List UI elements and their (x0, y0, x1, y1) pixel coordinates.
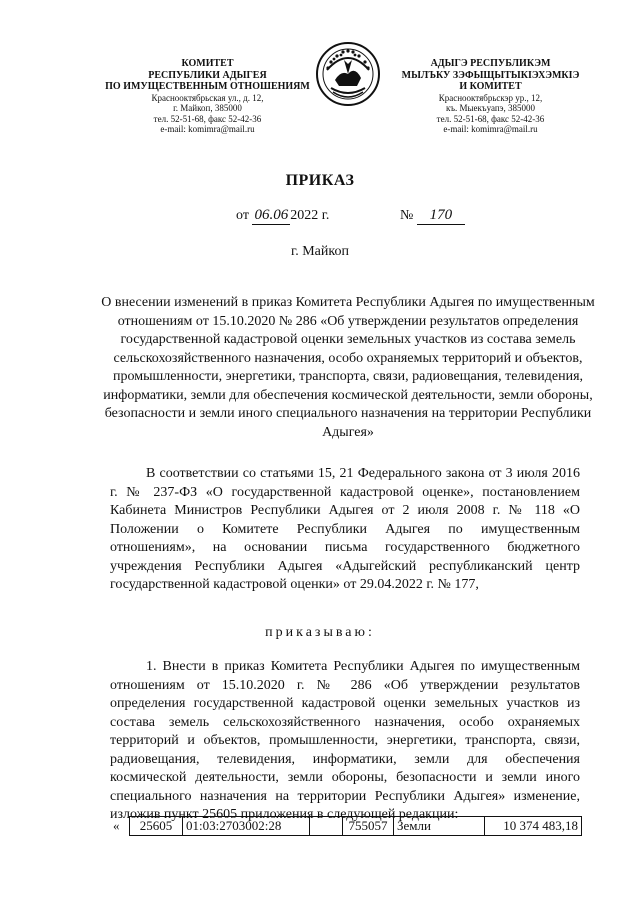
table-cell-code: 755057 (343, 817, 394, 836)
header-left-email: e-mail: komimra@mail.ru (160, 124, 255, 134)
number-handwritten: 170 (417, 207, 465, 225)
number-prefix: № (400, 208, 414, 223)
opening-quote: « (113, 818, 120, 833)
table-cell-category: Земли (394, 817, 485, 836)
table-row (110, 817, 582, 836)
document-date (236, 207, 329, 225)
header-left (100, 58, 315, 135)
header-right-line1: АДЫГЭ РЕСПУБЛИКЭМ (430, 58, 551, 69)
amendment-table (110, 816, 582, 836)
header-right-address2: къ. Мыекъуапэ, 385000 (445, 103, 536, 113)
table-cell-cadastral-number: 01:03:2703002:28 (183, 817, 310, 836)
document-number (400, 207, 465, 225)
header-right-line2: МЫЛЪКУ ЗЭФЫЩЫТЫКІЭХЭМКІЭ (401, 69, 580, 81)
date-suffix: 2022 г. (290, 208, 330, 223)
header-left-line3: ПО ИМУЩЕСТВЕННЫМ ОТНОШЕНИЯМ (105, 81, 310, 92)
header-right-address1: Краснооктябрьскэр ур., 12, (438, 92, 543, 103)
document-preamble: В соответствии со статьями 15, 21 Федерального закона от 3 июля 2016 г. № 237-ФЗ «О государственной кадастровой оценке», постановлением Кабинета Министров Республики Адыгея от 2 июля 2008 г. № 118 «О Положении о Комитете Республики Адыгея по имущественным отношениям», на основании письма государственного бюджетного учреждения Республики Адыгея «Адыгейский республиканский центр государственной кадастровой оценки» от 29.04.2022 г. № 177, (110, 466, 580, 592)
header-left-line1: КОМИТЕТ (181, 58, 234, 69)
table-cell-empty (310, 817, 343, 836)
header-left-line2: РЕСПУБЛИКИ АДЫГЕЯ (148, 69, 267, 81)
document-city: г. Майкоп (291, 244, 349, 259)
document-title: ПРИКАЗ (285, 172, 355, 189)
header-left-address2: г. Майкоп, 385000 (173, 103, 242, 113)
date-handwritten: 06.06 (254, 207, 289, 223)
header-left-address1: Краснооктябрьская ул., д. 12, (151, 92, 264, 103)
header-right-line3: И КОМИТЕТ (459, 81, 522, 92)
table-cell-value: 10 374 483,18 (485, 817, 582, 836)
document-item-1: 1. Внести в приказ Комитета Республики Адыгея по имущественным отношениям от 15.10.2020 г. № 286 «Об утверждении результатов определения государственной кадастровой оценки земельных участков из состава земель сельскохозяйственного назначения, особо охраняемых территорий и объектов, промышленности, энергетики, транспорта, связи, радиовещания, телевидения, информатики, земли для обеспечения космической деятельности, земли обороны, безопасности и земли иного специального назначения на территории Республики Адыгея» изменение, изложив пункт 25605 приложения в следующей редакции: (110, 659, 580, 822)
republic-coat-of-arms-icon (313, 40, 383, 108)
header-right (388, 58, 593, 135)
header-right-email: e-mail: komimra@mail.ru (443, 124, 538, 134)
order-word: приказываю: (265, 625, 375, 640)
header-left-phone: тел. 52-51-68, факс 52-42-36 (153, 113, 262, 124)
header-right-phone: тел. 52-51-68, факс 52-42-36 (436, 113, 545, 124)
table-cell-item-number: 25605 (130, 817, 183, 836)
date-prefix: от (236, 208, 249, 223)
document-subject: О внесении изменений в приказ Комитета Республики Адыгея по имущественным отношениям от 15.10.2020 № 286 «Об утверждении результатов определения государственной кадастровой оценки земельных участков из состава земель сельскохозяйственного назначения, особо охраняемых территорий и объектов, промышленности, энергетики, транспорта, связи, радиовещания, телевидения, информатики, земли для обеспечения космической деятельности, земли обороны, безопасности и земли иного специального назначения на территории Республики Адыгея» (101, 295, 595, 440)
